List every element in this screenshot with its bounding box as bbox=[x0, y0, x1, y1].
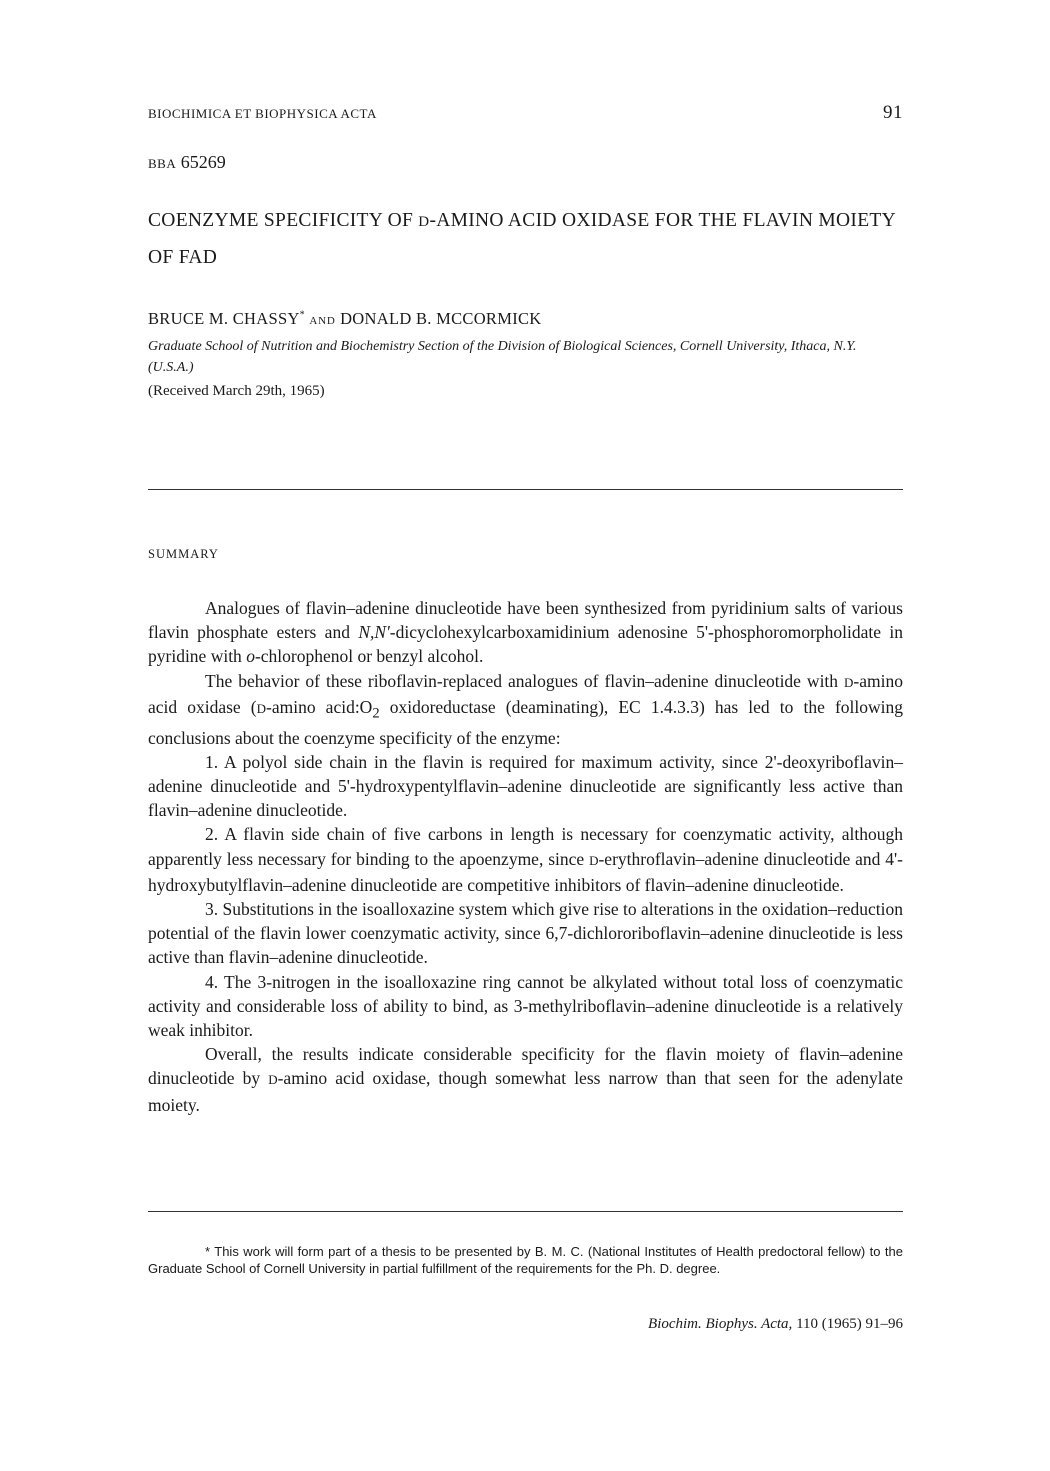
abstract-p1-italic-2: o bbox=[246, 646, 255, 667]
article-id-number: 65269 bbox=[180, 152, 226, 172]
abstract-p1-text-c: -chlorophenol or benzyl alcohol. bbox=[254, 646, 484, 667]
abstract-p7-d: D bbox=[268, 1072, 278, 1088]
abstract-paragraph-5: 3. Substitutions in the isoalloxazine system which give rise to alterations in the oxidation–reduction potential of the flavin lower coenzymatic activity, since 6,7-dichlororiboflavin–adenine dinucleotide is less active than flavin–adenine dinucleotide. bbox=[148, 898, 903, 968]
article-id-prefix: BBA bbox=[148, 156, 177, 171]
abstract-p4-d: D bbox=[589, 852, 599, 868]
authors-and: AND bbox=[309, 315, 336, 327]
abstract-p7-text-a: Overall, the results indicate considerable specificity for the flavin moiety of flavin–adenine dinucleotide by bbox=[148, 1044, 903, 1089]
abstract-paragraph-3: 1. A polyol side chain in the flavin is required for maximum activity, since 2'-deoxyriboflavin–adenine dinucleotide and 5'-hydroxypentylflavin–adenine dinucleotide are significantly less active than flavin–adenine dinucleotide. bbox=[148, 751, 903, 821]
abstract-p2-text-a: The behavior of these riboflavin-replaced analogues of flavin–adenine dinucleotide with bbox=[205, 670, 845, 691]
header-divider bbox=[148, 489, 903, 490]
citation bbox=[648, 1316, 903, 1333]
abstract-paragraph-4 bbox=[148, 822, 903, 897]
abstract-paragraph-7 bbox=[148, 1042, 903, 1117]
author-2: DONALD B. MCCORMICK bbox=[340, 309, 542, 328]
citation-journal: Biochim. Biophys. Acta, bbox=[648, 1316, 793, 1332]
title-d-prefix: D bbox=[418, 214, 430, 230]
article-title bbox=[148, 203, 903, 275]
abstract-body bbox=[148, 596, 903, 1117]
summary-heading: SUMMARY bbox=[148, 547, 219, 561]
abstract-p4-text-b: -erythroflavin–adenine dinucleotide and 4'-hydroxybutylflavin–adenine dinucleotide are competitive inhibitors of flavin–adenine dinucleotide. bbox=[148, 848, 904, 895]
abstract-paragraph-2 bbox=[148, 669, 903, 750]
abstract-paragraph-6: 4. The 3-nitrogen in the isoalloxazine ring cannot be alkylated without total loss of coenzymatic activity and considerable loss of ability to bind, as 3-methylriboflavin–adenine dinucleotide is a relatively weak inhibitor. bbox=[148, 971, 903, 1040]
abstract-p1-text-b: -dicyclohexylcarboxamidinium adenosine 5'-phosphoromorpholidate in pyridine with bbox=[148, 622, 904, 667]
title-part-2: -AMINO ACID OXIDASE FOR THE FLAVIN MOIETY OF FAD bbox=[148, 210, 896, 268]
footnote-divider bbox=[148, 1211, 903, 1212]
affiliation: Graduate School of Nutrition and Biochemistry Section of the Division of Biological Sciences, Cornell University, Ithaca, N.Y. (U.S.A.) bbox=[148, 339, 857, 375]
abstract-paragraph-1 bbox=[148, 596, 903, 669]
abstract-p2-d-1: D bbox=[844, 674, 854, 690]
journal-name: BIOCHIMICA ET BIOPHYSICA ACTA bbox=[148, 106, 377, 121]
abstract-p2-text-b: -amino acid oxidase ( bbox=[148, 670, 903, 717]
abstract-p1-italic: N,N' bbox=[358, 622, 390, 643]
citation-details: 110 (1965) 91–96 bbox=[796, 1316, 903, 1332]
abstract-p2-text-e: oxidoreductase (deaminating), EC 1.4.3.3) has led to the following conclusions about the coenzyme specificity of the enzyme: bbox=[148, 696, 903, 748]
abstract-p2-subscript: 2 bbox=[372, 705, 380, 722]
authors bbox=[148, 309, 542, 329]
abstract-p7-text-b: -amino acid oxidase, though somewhat less narrow than that seen for the adenylate moiety. bbox=[148, 1068, 903, 1115]
author-1: BRUCE M. CHASSY bbox=[148, 309, 300, 328]
footnote bbox=[148, 1244, 903, 1277]
abstract-p1-text-a: Analogues of flavin–adenine dinucleotide have been synthesized from pyridinium salts of various flavin phosphate esters and bbox=[148, 598, 903, 643]
abstract-p2-text-c: -amino acid:O bbox=[266, 696, 373, 717]
abstract-p2-d-2: D bbox=[256, 700, 267, 716]
author-1-footnote-mark: * bbox=[299, 309, 305, 321]
footnote-text: * This work will form part of a thesis to be presented by B. M. C. (National Institutes of Health predoctoral fellow) to the Graduate School of Cornell University in partial fulfillment of the requirements for the Ph. D. degree. bbox=[148, 1244, 903, 1276]
abstract-p4-text-a: 2. A flavin side chain of five carbons in length is necessary for coenzymatic activity, although apparently less necessary for binding to the apoenzyme, since bbox=[148, 824, 903, 869]
title-part-1: COENZYME SPECIFICITY OF bbox=[148, 210, 419, 231]
page-number: 91 bbox=[883, 102, 903, 123]
received-date: (Received March 29th, 1965) bbox=[148, 383, 325, 399]
article-id bbox=[148, 152, 226, 173]
